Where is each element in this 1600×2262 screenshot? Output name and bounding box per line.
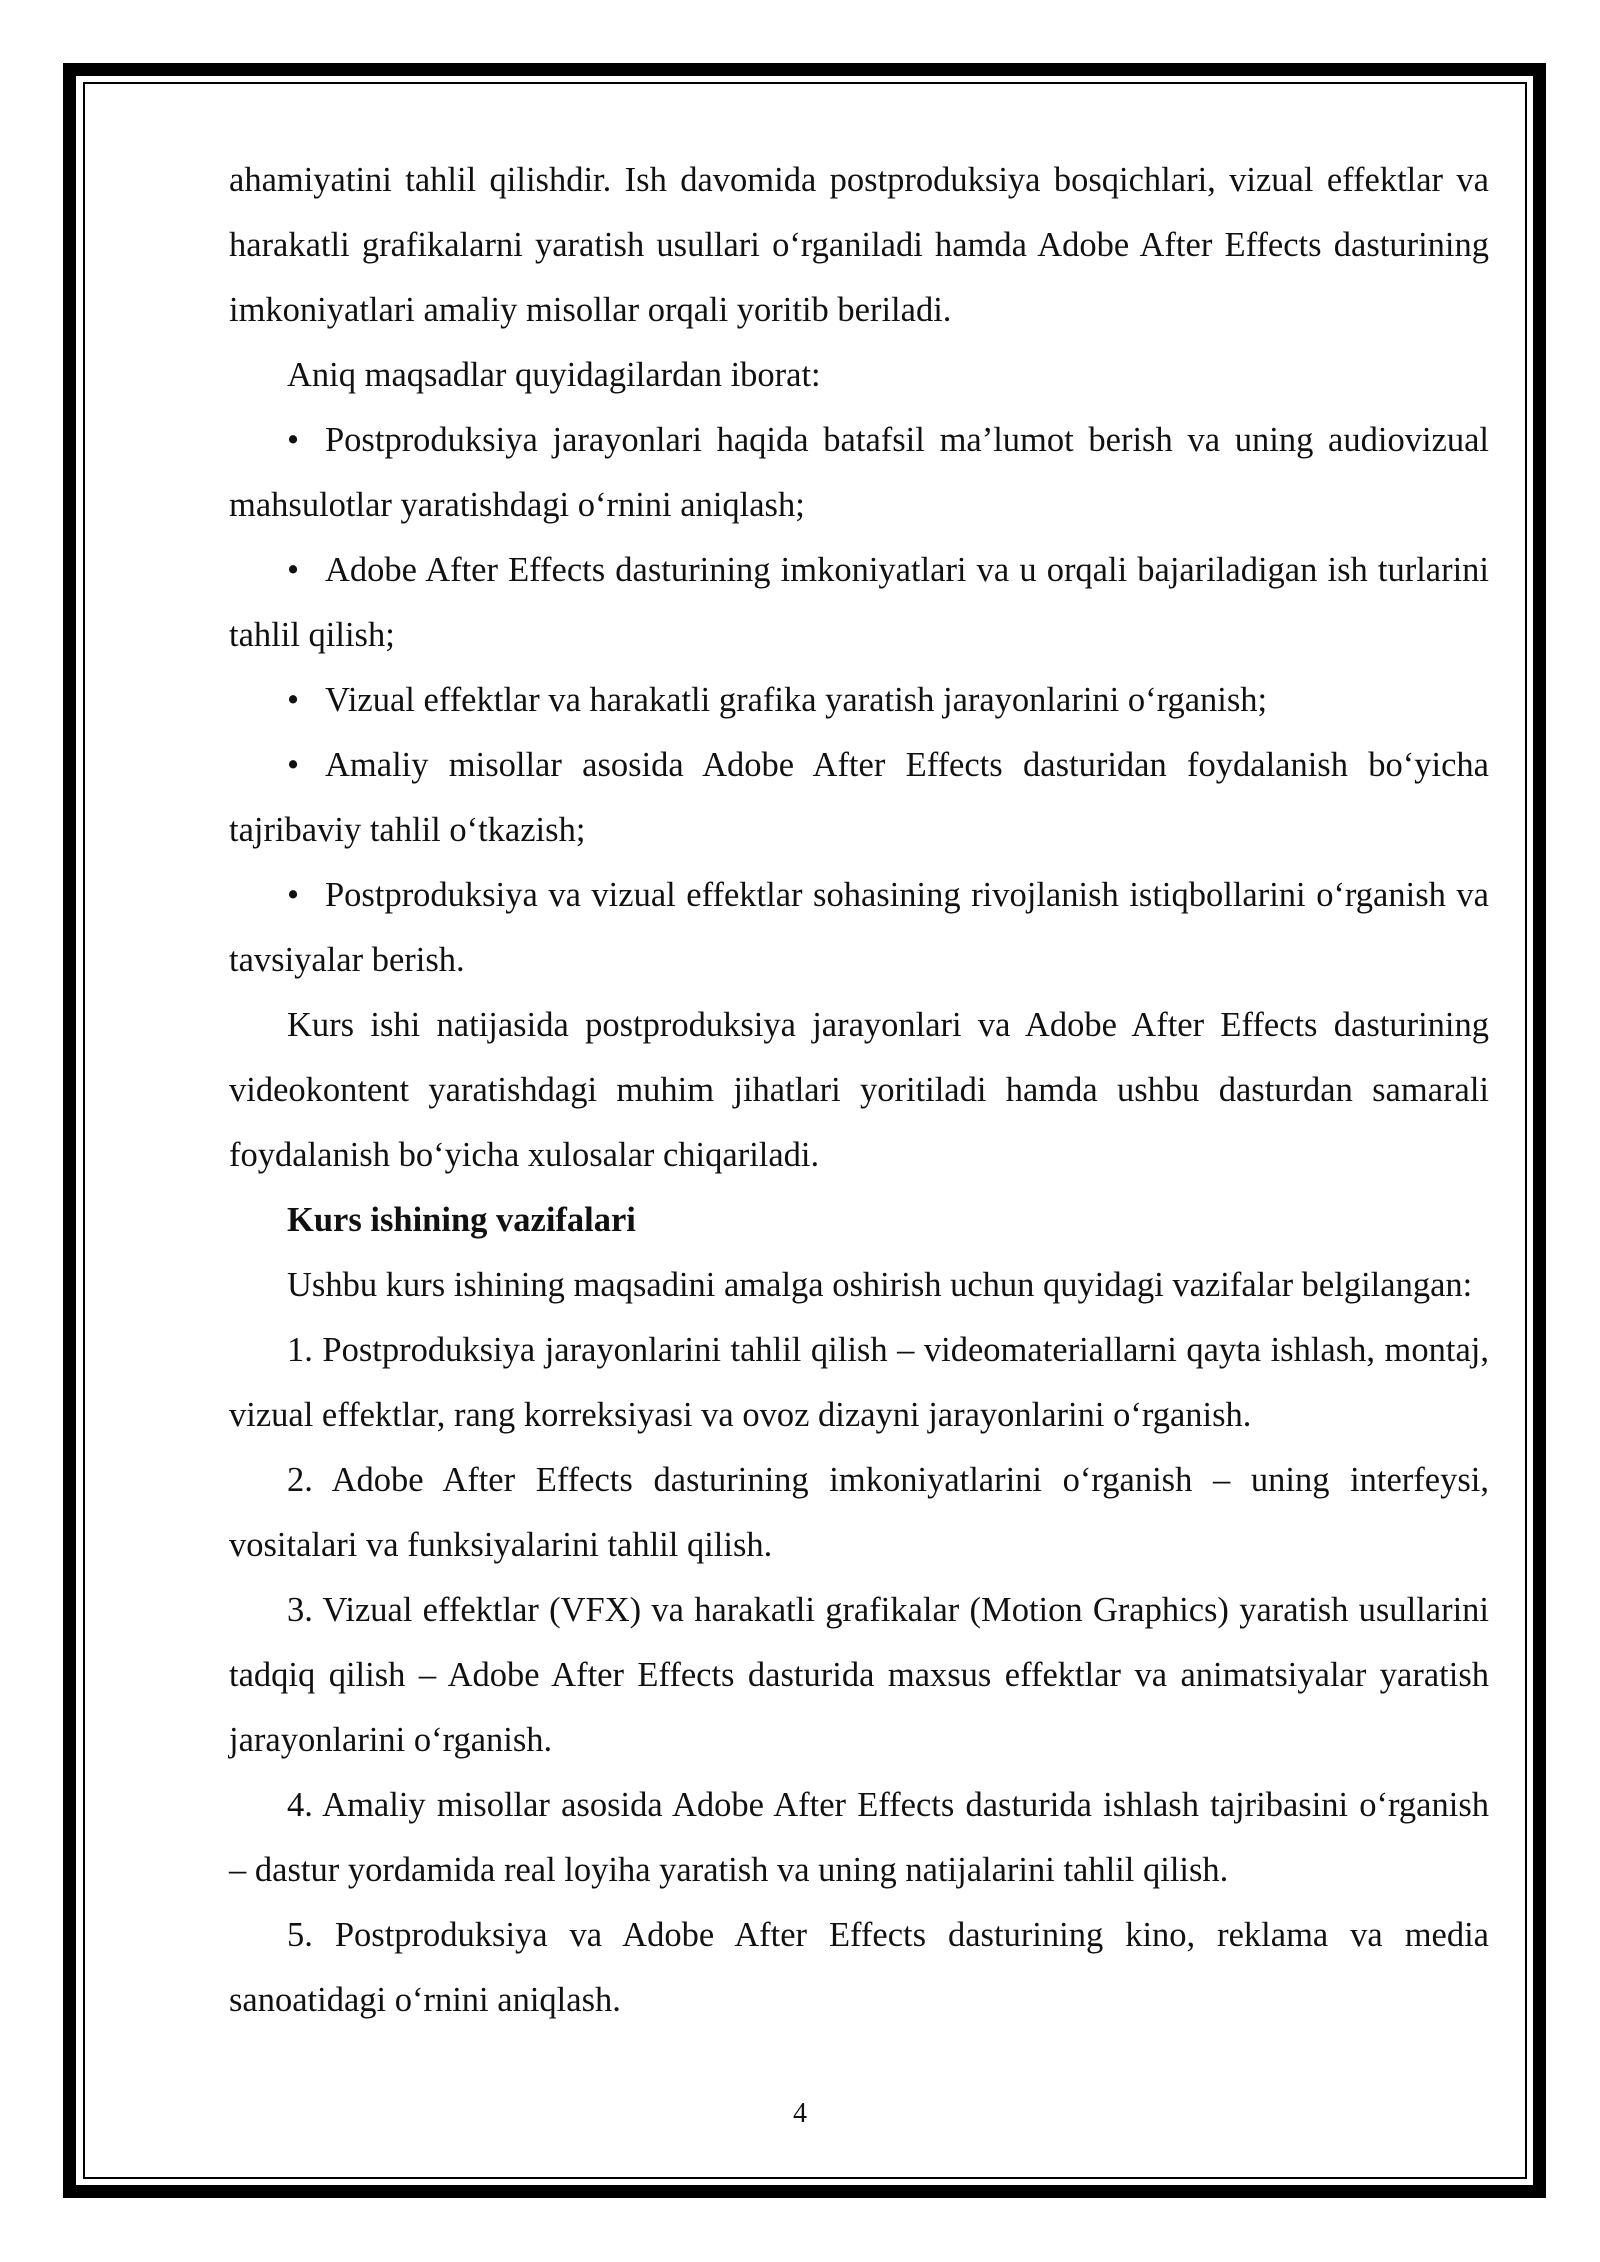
document-body (229, 148, 1489, 2033)
task-item: 5. Postproduksiya va Adobe After Effects dasturining kino, reklama va media sanoatidagi o‘rnini aniqlash. (229, 1916, 1489, 2019)
bullet-text: Postproduksiya jarayonlari haqida batafsil ma’lumot berish va uning audiovizual mahsulotlar yaratishdagi o‘rnini aniqlash; (229, 421, 1489, 524)
bullet-text: Amaliy misollar asosida Adobe After Effects dasturidan foydalanish bo‘yicha tajribaviy tahlil o‘tkazish; (229, 746, 1489, 849)
task-item: 4. Amaliy misollar asosida Adobe After Effects dasturida ishlash tajribasini o‘rganish – dastur yordamida real loyiha yaratish va uning natijalarini tahlil qilish. (229, 1786, 1489, 1889)
paragraph-conclusion: Kurs ishi natijasida postproduksiya jarayonlari va Adobe After Effects dasturining videokontent yaratishdagi muhim jihatlari yoritiladi hamda ushbu dasturdan samarali foydalanish bo‘yicha xulosalar chiqariladi. (229, 1006, 1489, 1174)
task-item: 1. Postproduksiya jarayonlarini tahlil qilish – videomateriallarni qayta ishlash, montaj, vizual effektlar, rang korreksiyasi va ovoz dizayni jarayonlarini o‘rganish. (229, 1331, 1489, 1434)
paragraph-tasks-intro: Ushbu kurs ishining maqsadini amalga oshirish uchun quyidagi vazifalar belgilangan: (287, 1266, 1473, 1304)
section-heading: Kurs ishining vazifalari (287, 1201, 636, 1239)
task-item: 3. Vizual effektlar (VFX) va harakatli grafikalar (Motion Graphics) yaratish usullarini tadqiq qilish – Adobe After Effects dasturida maxsus effektlar va animatsiyalar yaratish jarayonlarini o‘rganish. (229, 1591, 1489, 1759)
bullet-item (229, 733, 1489, 863)
bullet-item (229, 668, 1489, 733)
bullet-text: Vizual effektlar va harakatli grafika yaratish jarayonlarini o‘rganish; (325, 681, 1268, 719)
bullet-text: Postproduksiya va vizual effektlar sohasining rivojlanish istiqbollarini o‘rganish va tavsiyalar berish. (229, 876, 1489, 979)
paragraph-intro: ahamiyatini tahlil qilishdir. Ish davomida postproduksiya bosqichlari, vizual effektlar va harakatli grafikalarni yaratish usullari o‘rganiladi hamda Adobe After Effects dasturining imkoniyatlari amaliy misollar orqali yoritib beriladi. (229, 161, 1489, 329)
bullet-icon: • (287, 681, 300, 719)
bullet-text: Adobe After Effects dasturining imkoniyatlari va u orqali bajariladigan ish turlarini tahlil qilish; (229, 551, 1489, 654)
bullet-icon: • (287, 551, 300, 589)
paragraph-goals-lead: Aniq maqsadlar quyidagilardan iborat: (287, 356, 821, 394)
bullet-icon: • (287, 746, 300, 784)
bullet-icon: • (287, 421, 300, 459)
bullet-item (229, 408, 1489, 538)
bullet-item (229, 538, 1489, 668)
task-item: 2. Adobe After Effects dasturining imkoniyatlarini o‘rganish – uning interfeysi, vositalari va funksiyalarini tahlil qilish. (229, 1461, 1489, 1564)
page-number: 4 (793, 2098, 807, 2129)
bullet-icon: • (287, 876, 300, 914)
bullet-item (229, 863, 1489, 993)
